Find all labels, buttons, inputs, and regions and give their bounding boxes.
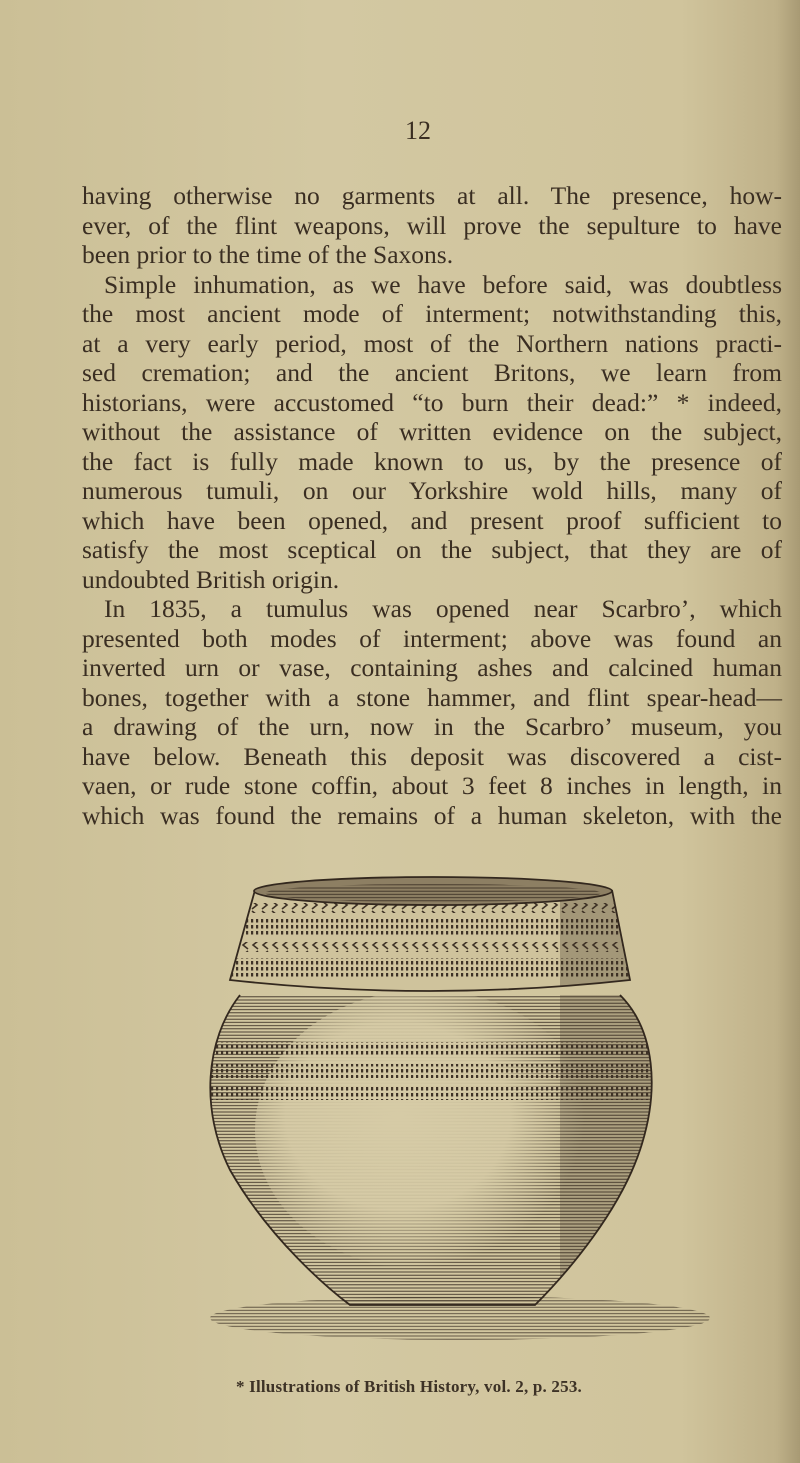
text-line: bones, together with a stone hammer, and flint spear-head— [82, 682, 782, 712]
text-line: vaen, or rude stone coffin, about 3 feet 8 inches in length, in [82, 771, 782, 800]
text-line: without the assistance of written evidence on the subject, [82, 417, 782, 446]
paragraph-1 [82, 181, 782, 270]
text-line: the most ancient mode of interment; notwithstanding this, [82, 299, 782, 328]
text-line: at a very early period, most of the Northern nations practi- [82, 328, 782, 358]
urn-body [190, 990, 670, 1310]
text-line: having otherwise no garments at all. The presence, how- [82, 181, 782, 210]
text-line: In 1835, a tumulus was opened near Scarbro’, which [104, 594, 782, 623]
text-line: undoubted British origin. [82, 564, 340, 594]
paragraph-2 [82, 270, 782, 595]
text-line: numerous tumuli, on our Yorkshire wold hills, many of [82, 476, 782, 505]
text-line: sed cremation; and the ancient Britons, we learn from [82, 358, 782, 387]
text-line: which was found the remains of a human skeleton, with the [82, 800, 782, 830]
paragraph-3 [82, 594, 782, 830]
text-line: satisfy the most sceptical on the subject, that they are of [82, 535, 782, 564]
text-line: a drawing of the urn, now in the Scarbro’ museum, you [82, 712, 782, 741]
text-line: been prior to the time of the Saxons. [82, 240, 454, 269]
text-line: inverted urn or vase, containing ashes and calcined human [82, 653, 782, 682]
text-line: the fact is fully made known to us, by the presence of [82, 446, 782, 476]
body-text [82, 181, 782, 830]
text-line: which have been opened, and present proof sufficient to [82, 505, 782, 535]
page-number: 12 [405, 116, 431, 145]
text-line: ever, of the flint weapons, will prove the sepulture to have [82, 210, 782, 240]
text-line: Simple inhumation, as we have before said, was doubtless [104, 269, 782, 299]
text-line: historians, were accustomed “to burn their dead:” * indeed, [82, 387, 782, 417]
urn-illustration [0, 860, 800, 1360]
text-line: presented both modes of interment; above was found an [82, 623, 782, 653]
footnote: * Illustrations of British History, vol. 2, p. 253. [236, 1377, 582, 1396]
text-line: have below. Beneath this deposit was discovered a cist- [82, 741, 782, 771]
